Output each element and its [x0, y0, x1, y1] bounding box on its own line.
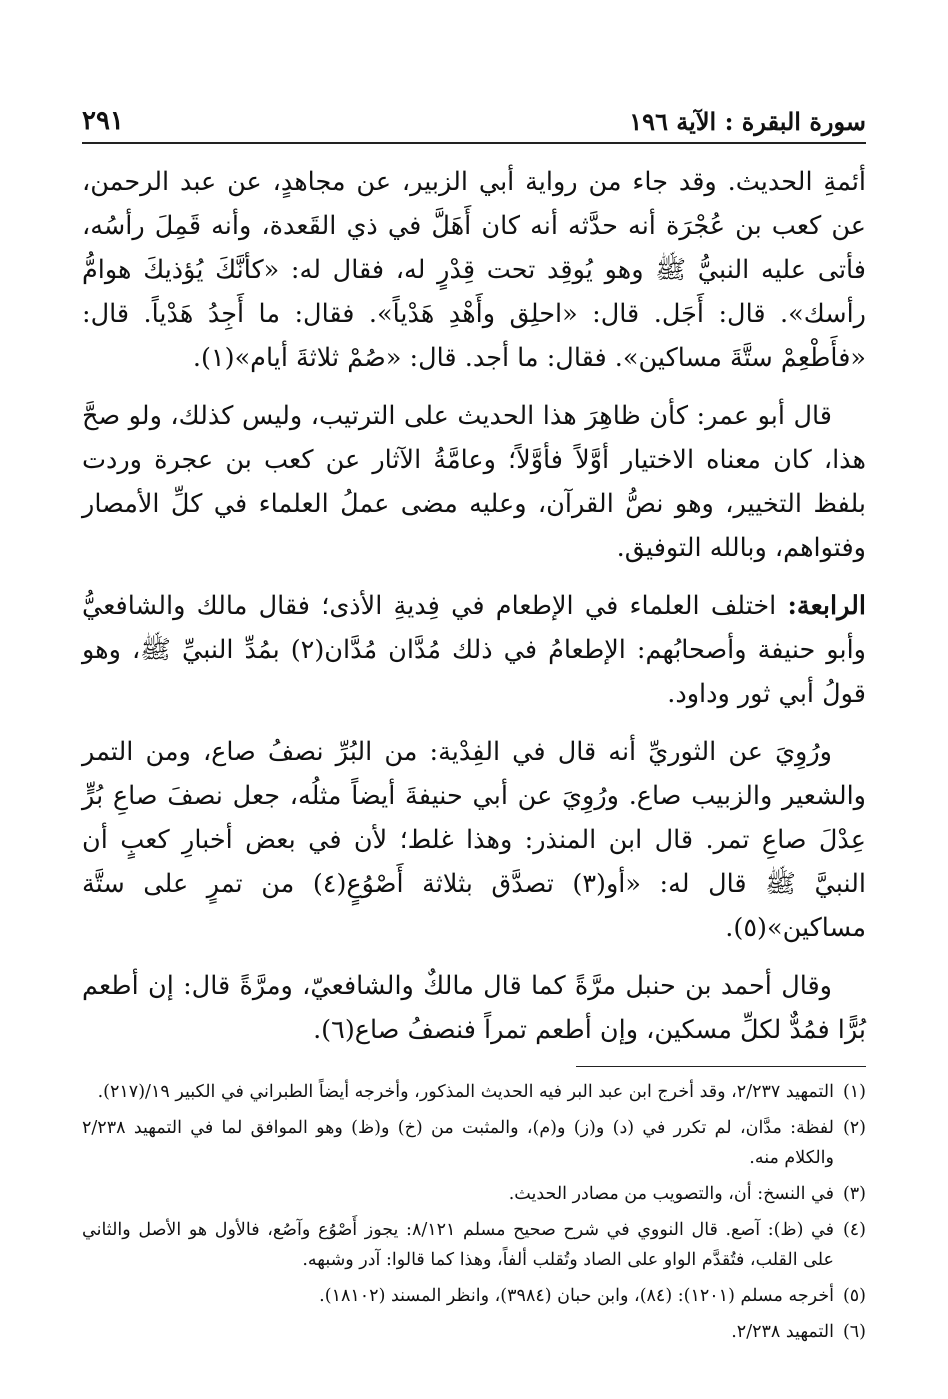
paragraph-text: وقال أحمد بن حنبل مرَّةً كما قال مالكٌ والشافعيّ، ومرَّةً قال: إن أطعم بُرًّا فمُدٌّ لكلِّ مسكين، وإن أطعم تمراً فنصفُ صاع(٦). — [82, 971, 866, 1045]
footnote-number: (٥) — [842, 1286, 866, 1306]
paragraph-text: قال أبو عمر: كأن ظاهِرَ هذا الحديث على الترتيب، وليس كذلك، ولو صحَّ هذا، كان معناه الاختيار أوَّلاً فأوَّلاً؛ وعامَّةُ الآثار عن كعب بن عجرة وردت بلفظ التخيير، وهو نصُّ القرآن، وعليه مضى عملُ العلماء في كلِّ الأمصار وفتواهم، وبالله التوفيق. — [82, 401, 866, 563]
footnote-divider — [576, 1066, 866, 1067]
running-header — [82, 96, 866, 144]
main-text — [82, 160, 866, 1052]
paragraph-4 — [82, 730, 866, 950]
footnote-text: في النسخ: أن، والتصويب من مصادر الحديث. — [508, 1184, 834, 1204]
paragraph-5 — [82, 964, 866, 1052]
footnote-number: (٦) — [842, 1322, 866, 1342]
paragraph-text: ورُوِيَ عن الثوريِّ أنه قال في الفِدْية: من البُرِّ نصفُ صاع، ومن التمر والشعير والزبيب صاع. ورُوِيَ عن أبي حنيفةَ أيضاً مثلُه، جعل نصفَ صاعِ بُرٍّ عِدْلَ صاعِ تمر. قال ابن المنذر: وهذا غلط؛ لأن في بعض أخبارِ كعبٍ أن النبيَّ ﷺ قال له: «أو(٣) تصدَّق بثلاثة أَصْوُعٍ(٤) من تمرٍ على ستَّة مساكين»(٥). — [82, 737, 867, 943]
footnote — [82, 1215, 866, 1275]
footnote-text: في (ظ): آصع. قال النووي في شرح صحيح مسلم ٨/١٢١: يجوز أَصْوُع وآصُع، فالأول هو الأصل والثاني على القلب، فتُقدَّم الواو على الصاد وتُقلب ألفاً، وهذا كما قالوا: آدر وشبهه. — [82, 1220, 834, 1270]
chapter-title: سورة البقرة : الآية ١٩٦ — [629, 107, 866, 136]
footnote — [82, 1077, 866, 1107]
footnote — [82, 1179, 866, 1209]
footnote-number: (٢) — [842, 1118, 866, 1138]
paragraph-1 — [82, 160, 866, 380]
footnote-text: التمهيد ٢/٢٣٧، وقد أخرج ابن عبد البر فيه الحديث المذكور، وأخرجه أيضاً الطبراني في الكبير ١٩/(٢١٧). — [97, 1082, 834, 1102]
section-lead: الرابعة: — [787, 591, 866, 621]
page-number: ٢٩١ — [82, 106, 124, 136]
footnote-text: لفظة: مدَّان، لم تكرر في (د) و(ز) و(م)، والمثبت من (خ) و(ظ) وهو الموافق لما في التمهيد ٢/٢٣٨ والكلام منه. — [82, 1118, 834, 1168]
footnote-number: (٣) — [842, 1184, 866, 1204]
footnote — [82, 1317, 866, 1347]
footnote-text: أخرجه مسلم (١٢٠١): (٨٤)، وابن حبان (٣٩٨٤)، وانظر المسند (١٨١٠٢). — [319, 1286, 834, 1306]
footnote-number: (٤) — [842, 1220, 866, 1240]
paragraph-3 — [82, 584, 866, 716]
footnotes — [82, 1077, 866, 1347]
footnote-number: (١) — [842, 1082, 866, 1102]
footnote-text: التمهيد ٢/٢٣٨. — [731, 1322, 834, 1342]
footnote — [82, 1113, 866, 1173]
paragraph-text: أئمةِ الحديث. وقد جاء من رواية أبي الزبير، عن مجاهدٍ، عن عبد الرحمن، عن كعب بن عُجْرَة أنه حدَّثه أنه كان أَهَلَّ في ذي القَعدة، وأنه قَمِلَ رأسُه، فأتى عليه النبيُّ ﷺ وهو يُوقِد تحت قِدْرٍ له، فقال له: «كأنَّكَ يُؤذيكَ هوامُّ رأسك». قال: أَجَل. قال: «احلِق وأَهْدِ هَدْياً». فقال: ما أَجِدُ هَدْياً. قال: «فأَطْعِمْ ستَّةَ مساكين». فقال: ما أجد. قال: «صُمْ ثلاثةَ أيام»(١). — [82, 167, 866, 373]
paragraph-text: اختلف العلماء في الإطعام في فِديةِ الأذى؛ فقال مالك والشافعيُّ وأبو حنيفة وأصحابُهم: الإطعامُ في ذلك مُدَّان مُدَّان(٢) بمُدِّ النبيِّ ﷺ، وهو قولُ أبي ثور وداود. — [82, 591, 866, 709]
paragraph-2 — [82, 394, 866, 570]
footnote — [82, 1281, 866, 1311]
